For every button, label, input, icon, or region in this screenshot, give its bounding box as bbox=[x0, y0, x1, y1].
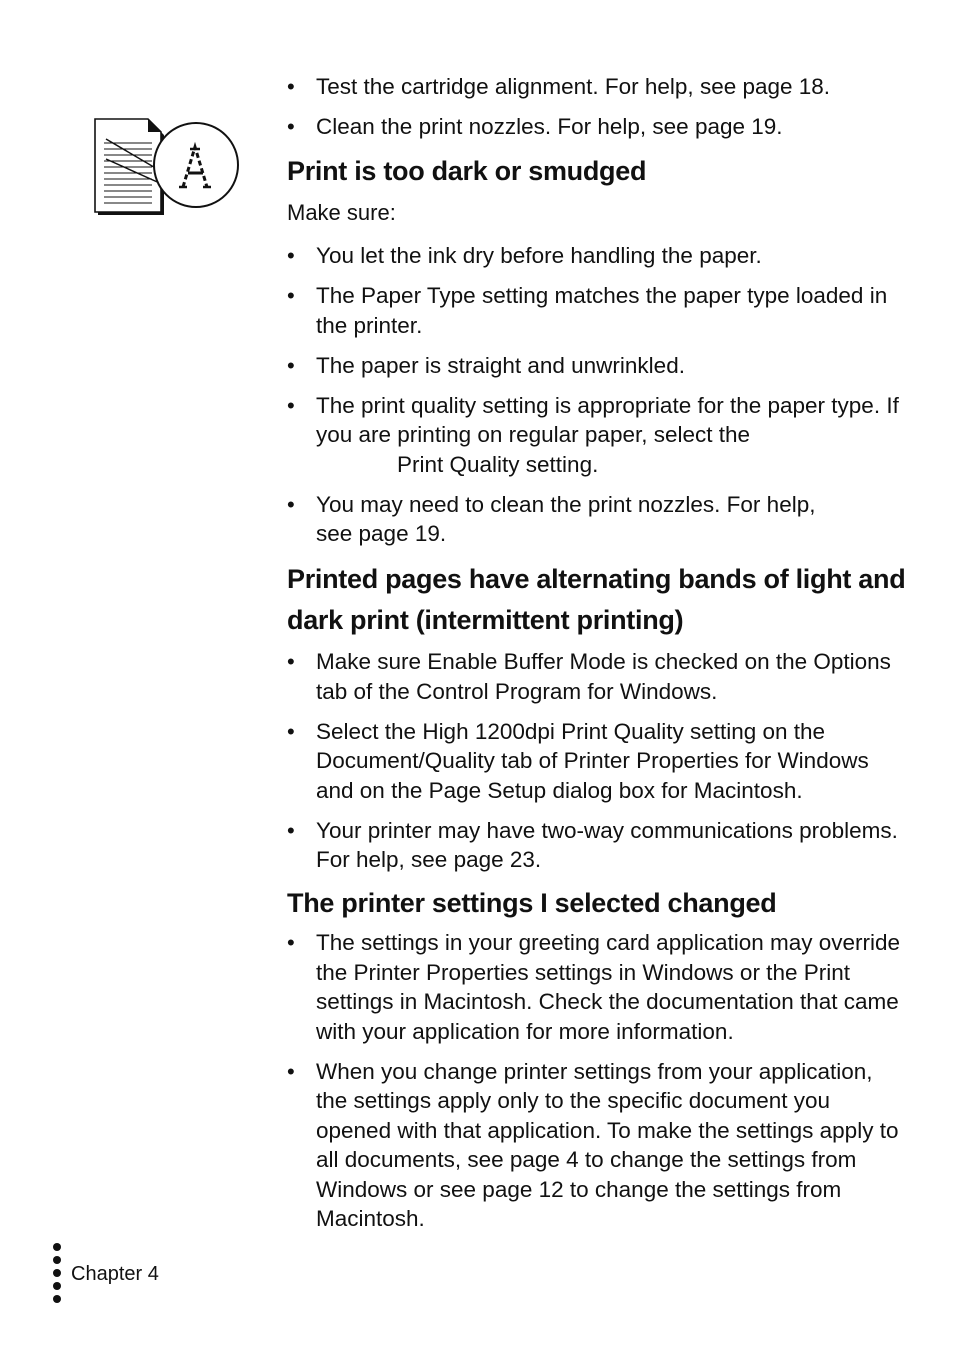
section-heading-intermittent: Printed pages have alternating bands of light and dark print (intermittent printing) bbox=[287, 564, 906, 635]
list-item-text: The print quality setting is appropriate for the paper type. If you are printing on regular paper, select the bbox=[316, 392, 899, 447]
list-item: • The Paper Type setting matches the paper type loaded in the printer. bbox=[287, 281, 907, 340]
chapter-label: Chapter 4 bbox=[71, 1263, 159, 1285]
top-bullet-list bbox=[287, 72, 907, 141]
list-item: • You may need to clean the print nozzles. For help, see page 19. bbox=[287, 490, 907, 549]
list-item: • The settings in your greeting card application may override the Printer Properties settings in Windows or the Print settings in Macintosh. Check the documentation that came with your application for more information. bbox=[287, 928, 907, 1046]
list-item: • The paper is straight and unwrinkled. bbox=[287, 351, 907, 381]
list-item: • Test the cartridge alignment. For help, see page 18. bbox=[287, 72, 907, 102]
section-heading-settings-changed: The printer settings I selected changed bbox=[287, 888, 777, 918]
list-item: • Select the High 1200dpi Print Quality setting on the Document/Quality tab of Printer Properties for Windows and on the Page Setup dialog box for Macintosh. bbox=[287, 717, 907, 806]
list-item: • Your printer may have two-way communications problems. For help, see page 23. bbox=[287, 816, 907, 875]
page-content bbox=[287, 72, 907, 1244]
list-item: • Clean the print nozzles. For help, see page 19. bbox=[287, 112, 907, 142]
list-item bbox=[287, 391, 907, 480]
dark-smudged-bullet-list bbox=[287, 241, 907, 549]
print-sample-icon bbox=[92, 117, 244, 217]
section-intro: Make sure: bbox=[287, 200, 396, 225]
section-heading-dark-smudged: Print is too dark or smudged bbox=[287, 156, 647, 186]
list-item: • Make sure Enable Buffer Mode is checked on the Options tab of the Control Program for Windows. bbox=[287, 647, 907, 706]
list-item-continuation: Print Quality setting. bbox=[397, 451, 599, 477]
intermittent-bullet-list bbox=[287, 647, 907, 875]
settings-changed-bullet-list bbox=[287, 928, 907, 1234]
list-item: • When you change printer settings from your application, the settings apply only to the specific document you opened with that application. To make the settings apply to all documents, see page 4 to change the settings from Windows or see page 12 to change the settings from Macintosh. bbox=[287, 1057, 907, 1234]
list-item: • You let the ink dry before handling the paper. bbox=[287, 241, 907, 271]
